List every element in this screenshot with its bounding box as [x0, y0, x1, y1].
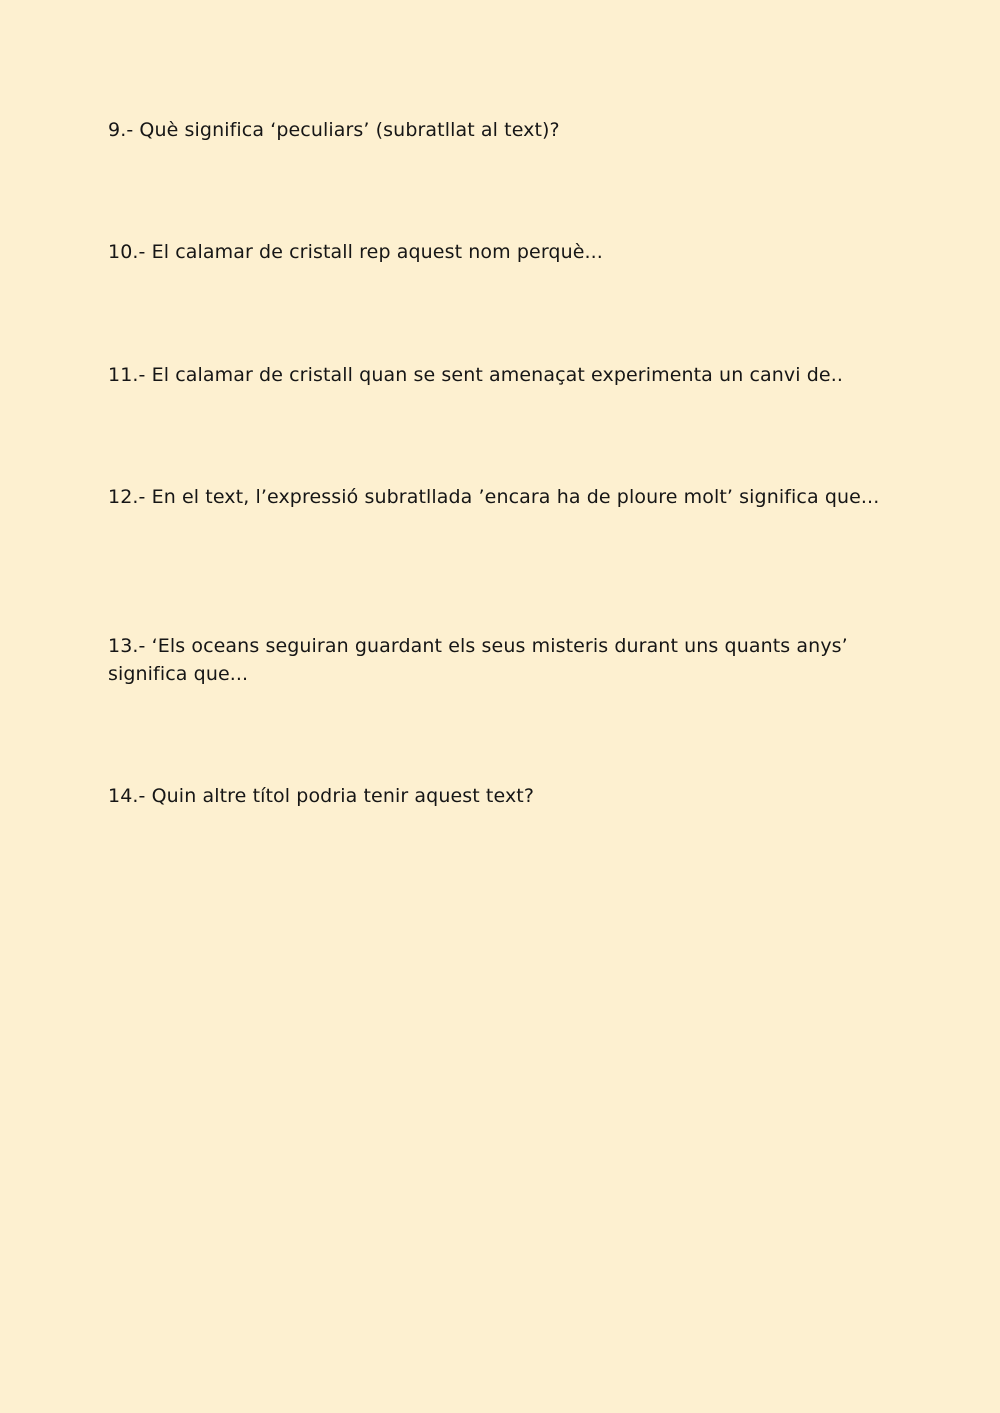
question-11: 11.- El calamar de cristall quan se sent amenaçat experimenta un canvi de..: [108, 364, 844, 386]
question-14: 14.- Quin altre títol podria tenir aquest text?: [108, 785, 535, 807]
question-12: 12.- En el text, l’expressió subratllada ’encara ha de ploure molt’ significa que...: [108, 486, 880, 508]
question-10: 10.- El calamar de cristall rep aquest nom perquè...: [108, 241, 603, 263]
question-9: 9.- Què significa ‘peculiars’ (subratllat al text)?: [108, 119, 560, 141]
question-13: 13.- ‘Els oceans seguiran guardant els seus misteris durant uns quants anys’ significa que...: [108, 635, 848, 685]
